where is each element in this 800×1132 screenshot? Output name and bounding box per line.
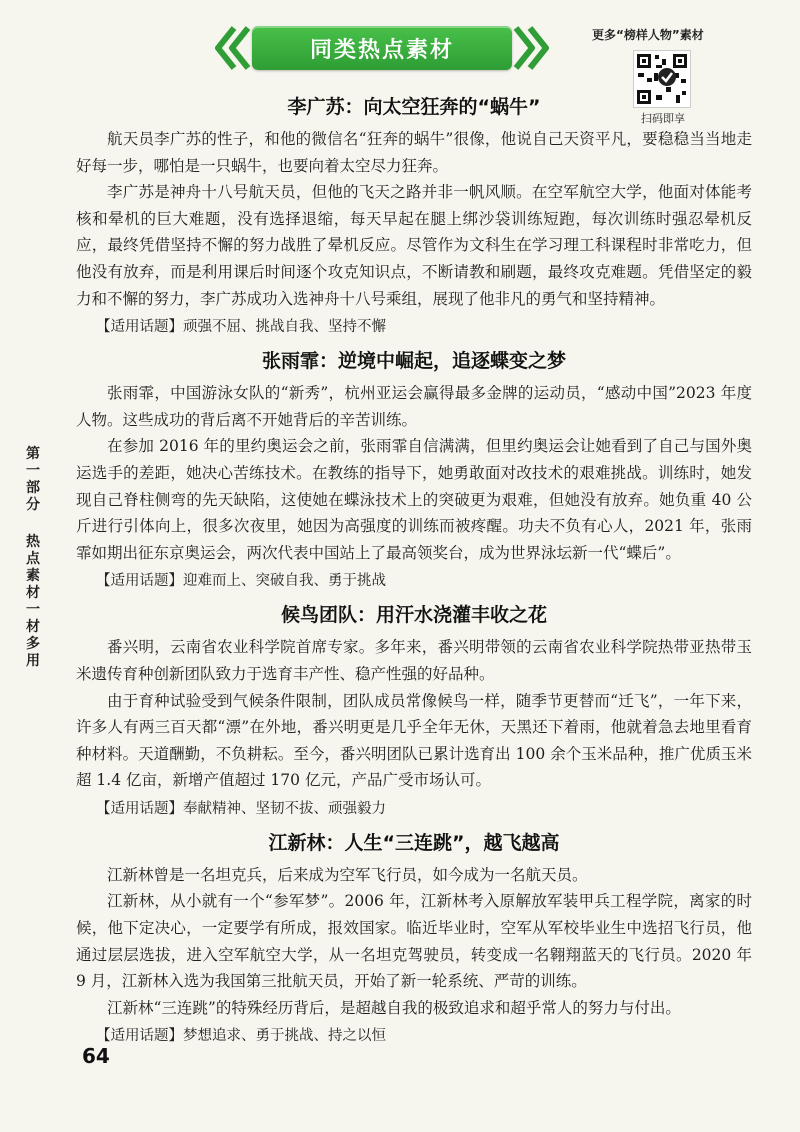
side-label-char: 一 <box>26 602 40 618</box>
article-paragraph: 番兴明，云南省农业科学院首席专家。多年来，番兴明带领的云南省农业科学院热带亚热带玉米遗传育种创新团队致力于选育丰产性、稳产性强的好品种。 <box>76 638 752 683</box>
article-paragraph: 李广苏是神舟十八号航天员，但他的飞天之路并非一帆风顺。在空军航空大学，他面对体能考核和晕机的巨大难题，没有选择退缩，每天早起在腿上绑沙袋训练短跑，每次训练时强忍晕机反应，最终凭借坚持不懈的努力战胜了晕机反应。尽管作为文科生在学习理工科课程时非常吃力，但他没有放弃，而是利用课后时间逐个攻克知识点，不断请教和刷题，最终攻克难题。凭借坚定的毅力和不懈的努力，李广苏成功入选神舟十八号乘组，展现了他非凡的勇气和坚持精神。 <box>76 183 752 308</box>
banner-title: 同类热点素材 <box>309 37 454 63</box>
article-paragraph: 江新林，从小就有一个“参军梦”。2006 年，江新林考入原解放军装甲兵工程学院，离家的时候，他下定决心，一定要学有所成，报效国家。临近毕业时，空军从军校毕业生中选招飞行员，他通过层层选拔，进入空军航空大学，从一名坦克驾驶员，转变成一名翱翔蓝天的飞行员。2020 年 9 月，江新林入选为我国第三批航天员，开始了新一轮系统、严苛的训练。 <box>76 892 752 991</box>
applicable-topics: 【适用话题】顽强不屈、挑战自我、坚持不懈 <box>96 319 386 336</box>
article-title: 李广苏：向太空狂奔的“蜗牛” <box>287 96 541 118</box>
double-chevron-right-icon <box>512 24 552 72</box>
more-materials-label: 更多“榜样人物”素材 <box>592 28 704 42</box>
side-label-char: 素 <box>26 568 40 584</box>
side-section-label <box>22 446 44 670</box>
banner-plate <box>252 26 512 70</box>
article-title: 张雨霏：逆境中崛起，追逐蝶变之梦 <box>261 350 566 373</box>
section-banner <box>212 22 552 78</box>
article-paragraph: 由于育种试验受到气候条件限制，团队成员常像候鸟一样，随季节更替而“迁飞”，一年下来，许多人有两三百天都“漂”在外地，番兴明更是几乎全年无休，天黑还下着雨，他就着急去地里看育种材料。天道酬勤，不负耕耘。至今，番兴明团队已累计选育出 100 余个玉米品种，推广优质玉米超 1.4 亿亩，新增产值超过 170 亿元，产品广受市场认可。 <box>76 691 752 790</box>
article <box>76 602 752 822</box>
side-label-char: 第 <box>26 446 40 462</box>
side-label-char: 材 <box>26 619 40 635</box>
applicable-topics: 【适用话题】奉献精神、坚韧不拔、顽强毅力 <box>96 800 386 817</box>
article-paragraph: 江新林“三连跳”的特殊经历背后，是超越自我的极致追求和超乎常人的努力与付出。 <box>107 998 681 1017</box>
side-section-name <box>22 534 44 670</box>
article <box>76 94 752 340</box>
article-title: 江新林：人生“三连跳”，越飞越高 <box>268 831 560 854</box>
article-paragraph: 航天员李广苏的性子，和他的微信名“狂奔的蜗牛”很像，他说自己天资平凡，要稳稳当当地走好每一步，哪怕是一只蜗牛，也要向着太空尽力狂奔。 <box>76 130 752 175</box>
article-paragraph: 张雨霏，中国游泳女队的“新秀”，杭州亚运会赢得最多金牌的运动员，“感动中国”2023 年度人物。这些成功的背后离不开她背后的辛苦训练。 <box>76 384 752 429</box>
side-label-char: 热 <box>26 534 40 550</box>
applicable-topics: 【适用话题】迎难而上、突破自我、勇于挑战 <box>96 573 386 590</box>
side-label-char: 一 <box>26 463 40 479</box>
side-label-char: 用 <box>26 653 40 669</box>
scan-label: 扫码即享 <box>641 112 685 125</box>
side-label-char: 点 <box>26 551 40 567</box>
article-title: 候鸟团队：用汗水浇灌丰收之花 <box>280 604 547 627</box>
page-number: 64 <box>82 1044 110 1068</box>
side-label-char: 多 <box>26 636 40 652</box>
side-label-char: 材 <box>26 585 40 601</box>
side-label-char: 分 <box>26 497 40 513</box>
side-label-char: 部 <box>26 480 40 496</box>
double-chevron-left-icon <box>212 24 252 72</box>
applicable-topics: 【适用话题】梦想追求、勇于挑战、持之以恒 <box>96 1028 386 1045</box>
article-paragraph: 江新林曾是一名坦克兵，后来成为空军飞行员，如今成为一名航天员。 <box>107 865 588 884</box>
article <box>76 348 752 594</box>
article <box>76 830 752 1050</box>
article-paragraph: 在参加 2016 年的里约奥运会之前，张雨霏自信满满，但里约奥运会让她看到了自己与国外奥运选手的差距，她决心苦练技术。在教练的指导下，她勇敢面对改技术的艰难挑战。训练时，她发现自己脊柱侧弯的先天缺陷，这使她在蝶泳技术上的突破更为艰难，但她没有放弃。她负重 40 公斤进行引体向上，很多次夜里，她因为高强度的训练而被疼醒。功夫不负有心人，2021 年，张雨霏如期出征东京奥运会，两次代表中国站上了最高领奖台，成为世界泳坛新一代“蝶后”。 <box>76 437 752 562</box>
article-list <box>76 94 752 1057</box>
side-part-label <box>22 446 44 514</box>
